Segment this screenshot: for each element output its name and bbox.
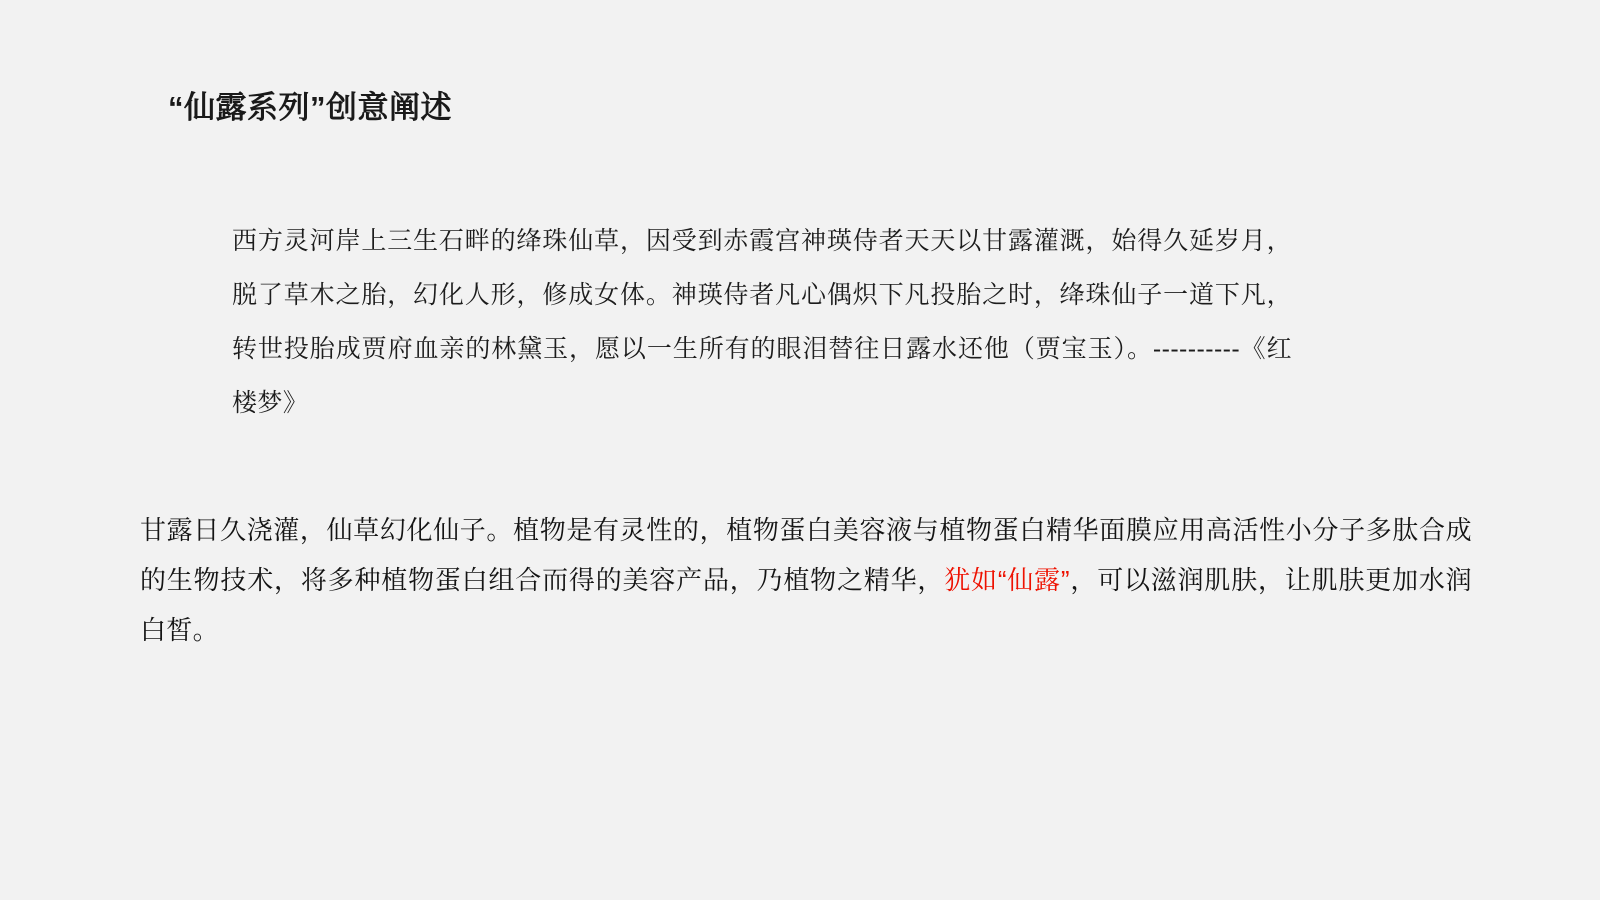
body-text-part-one: 甘露日久浇灌，仙草幻化仙子。植物是有灵性的，植物蛋白美容液与植物蛋白精华面膜应用高活性小分子多肽合成的生物技术，将多种植物蛋白组合而得的美容产品，乃植物之精华， [140,515,1472,595]
body-text-highlight: 犹如“仙露” [944,565,1070,595]
body-paragraph [140,505,1472,655]
body-text-part-two: ，可以滋润肌肤，让肌肤更加水润白皙。 [140,565,1472,645]
page-title: “仙露系列”创意阐述 [168,90,452,125]
quote-paragraph: 西方灵河岸上三生石畔的绛珠仙草，因受到赤霞宫神瑛侍者天天以甘露灌溉，始得久延岁月，脱了草木之胎，幻化人形，修成女体。神瑛侍者凡心偶炽下凡投胎之时，绛珠仙子一道下凡，转世投胎成贾府血亲的林黛玉，愿以一生所有的眼泪替往日露水还他（贾宝玉）。----------《红楼梦》 [232,227,1292,417]
